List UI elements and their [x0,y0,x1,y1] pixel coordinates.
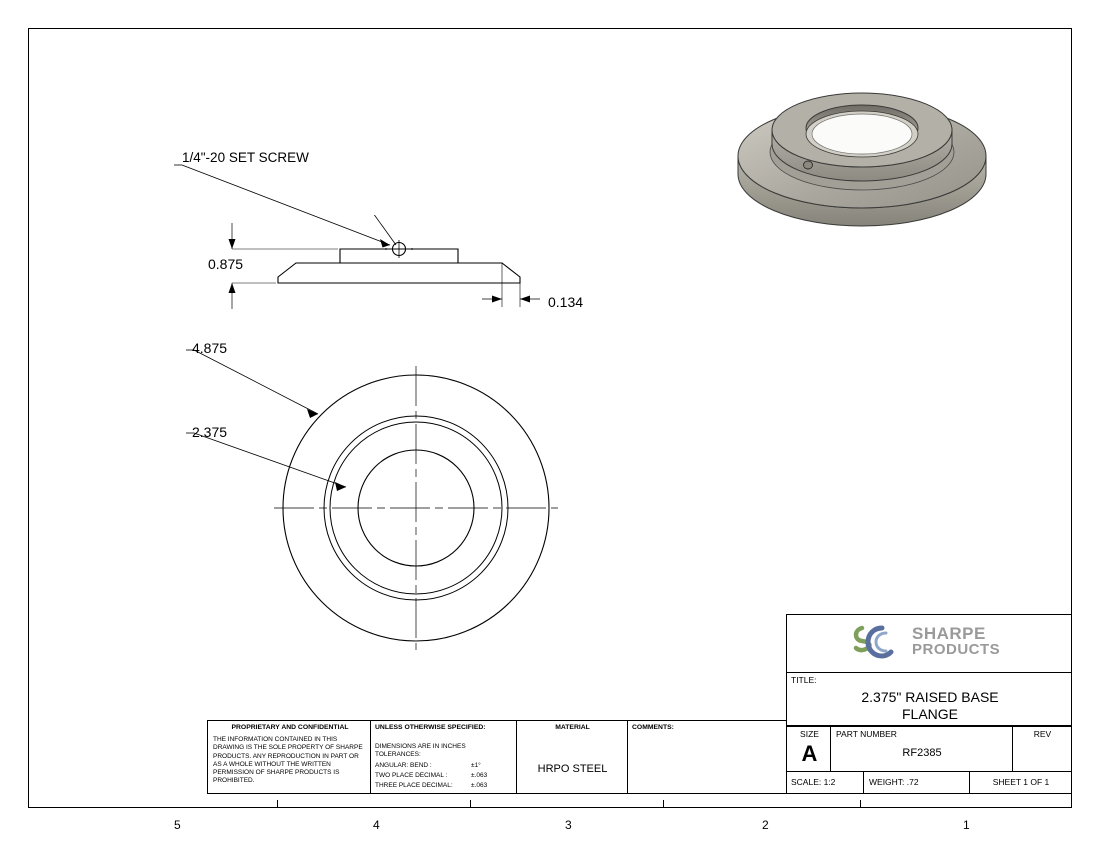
zone-tick-1 [277,800,278,808]
tolerance-heading: UNLESS OTHERWISE SPECIFIED: [375,724,486,731]
sheet-cell [970,772,1072,794]
proprietary-body: THE INFORMATION CONTAINED IN THIS DRAWING IS THE SOLE PROPERTY OF SHARPE PRODUCTS. ANY REPRODUCTION IN PART OR AS A WHOLE WITHOUT THE WRITTEN PERMISSION OF SHARPE PRODUCTS IS PROHIBITED. [213,736,363,785]
thickness-dimension-label: 0.134 [548,294,584,310]
material-heading: MATERIAL [555,724,590,731]
tolerance-line-3-label: ANGULAR: BEND : [375,762,432,769]
material-value: HRPO STEEL [537,763,608,775]
proprietary-cell [207,720,371,794]
tolerance-line-2: TOLERANCES: [375,751,421,758]
comments-heading: COMMENTS: [632,724,674,731]
weight-cell [864,772,970,794]
logo-text-sharpe: SHARPE [912,624,986,643]
zone-number-3: 3 [565,818,572,832]
zone-number-2: 2 [762,818,769,832]
weight-label: WEIGHT: .72 [869,777,919,787]
zone-number-5: 5 [174,818,181,832]
tolerance-line-4-label: TWO PLACE DECIMAL : [375,772,448,779]
size-heading: SIZE [800,729,819,739]
rev-cell [1013,726,1072,772]
comments-cell [628,720,786,794]
title-heading: TITLE: [791,675,817,685]
part-number-value: RF2385 [902,747,942,759]
tolerance-line-5-value: ±.063 [471,782,488,789]
sheet-label: SHEET 1 OF 1 [992,777,1050,787]
material-cell [517,720,628,794]
tolerance-line-3-value: ±1° [471,762,481,769]
zone-tick-4 [860,800,861,808]
tolerance-line-5-label: THREE PLACE DECIMAL: [375,782,453,789]
title-cell [786,672,1072,726]
height-dimension-label: 0.875 [208,256,244,272]
proprietary-heading: PROPRIETARY AND CONFIDENTIAL [231,724,349,731]
zone-tick-3 [663,800,664,808]
rev-heading: REV [1033,729,1052,739]
part-number-cell [831,726,1013,772]
set-screw-leader [170,155,430,265]
set-screw-note: 1/4"-20 SET SCREW [182,150,309,165]
title-line-1: 2.375" RAISED BASE [861,689,999,705]
inner-diameter-label: 2.375 [192,424,228,440]
scale-label: SCALE: 1:2 [791,777,836,787]
zone-number-1: 1 [963,818,970,832]
logo-mark [852,622,908,662]
scale-cell [786,772,864,794]
logo-text-products: PRODUCTS [912,641,1001,658]
tolerance-line-4-value: ±.063 [471,772,488,779]
isometric-view [726,88,1026,228]
part-number-heading: PART NUMBER [836,729,897,739]
company-logo [852,622,1002,664]
outer-diameter-label: 4.875 [192,340,228,356]
size-value: A [801,741,818,766]
tolerance-cell [371,720,517,794]
size-cell [786,726,831,772]
zone-tick-2 [470,800,471,808]
comments-right-divider [786,720,787,794]
zone-number-4: 4 [373,818,380,832]
title-line-2: FLANGE [901,706,958,722]
tolerance-line-1: DIMENSIONS ARE IN INCHES [375,743,466,750]
